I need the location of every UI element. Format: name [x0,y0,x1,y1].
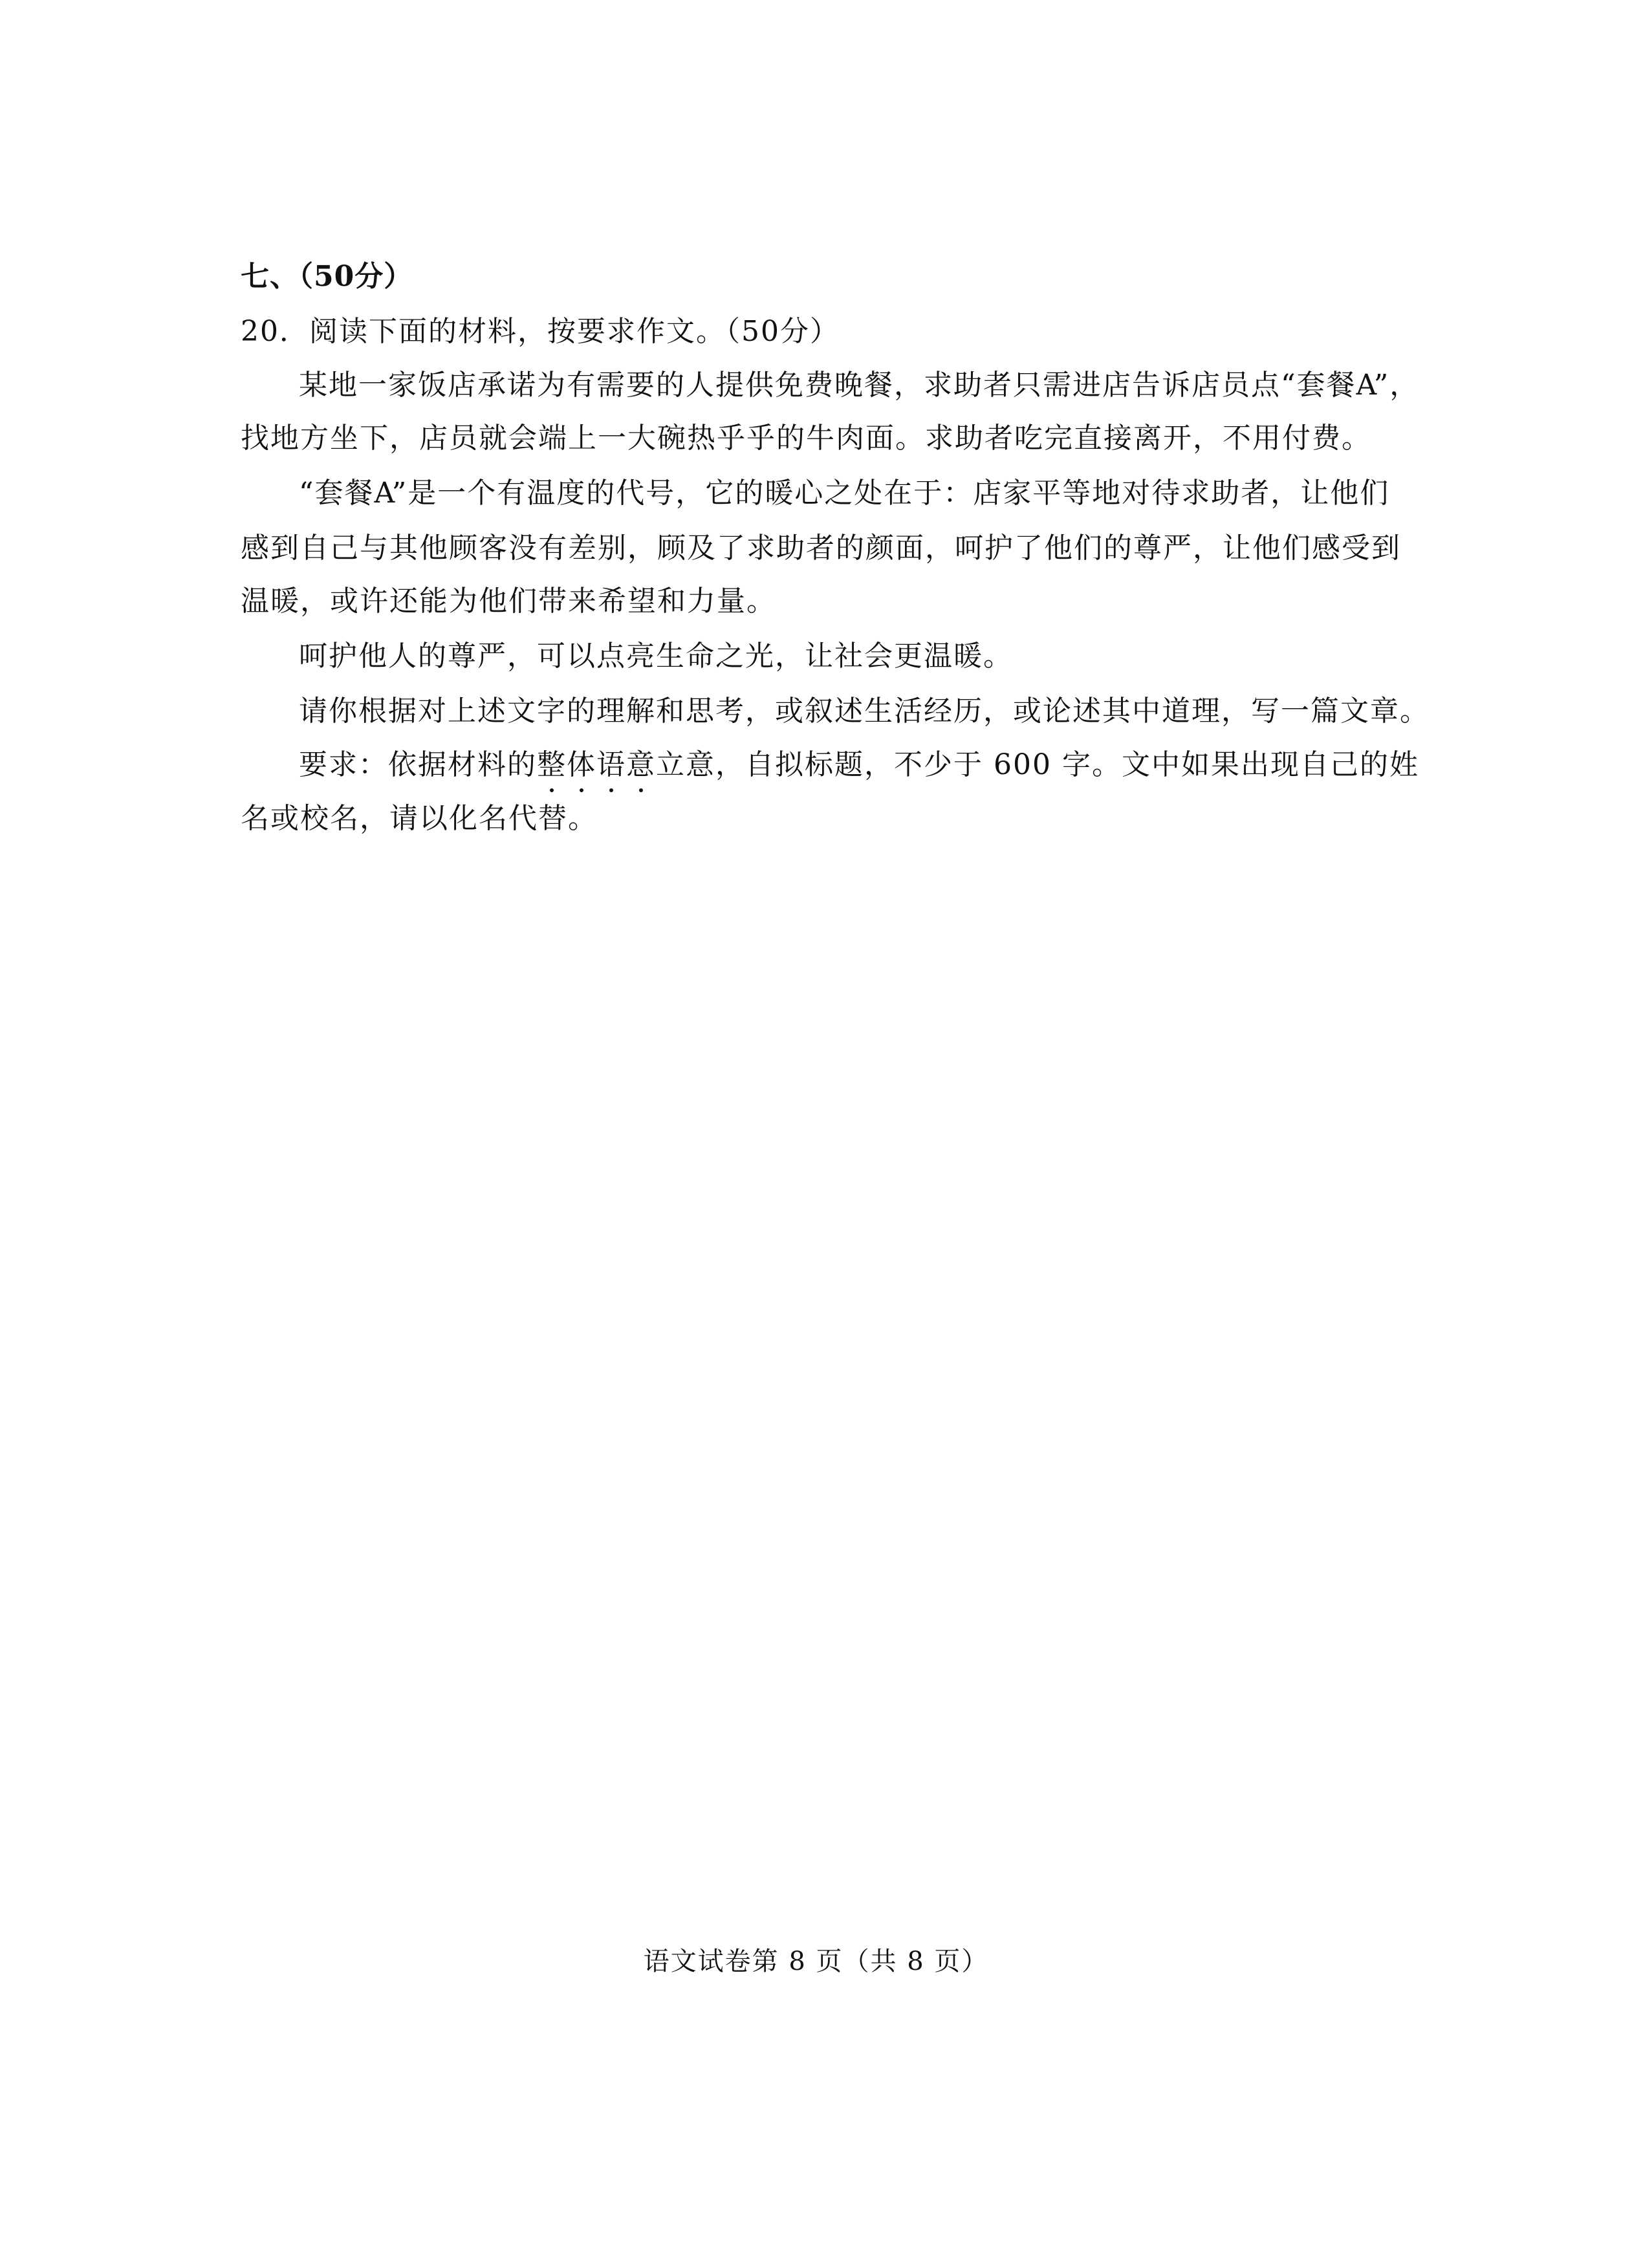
requirement-after: 立意，自拟标题，不少于 600 字。文中如果出现自己的姓 [656,748,1419,781]
requirement-line-1 [299,746,1419,784]
emphasis-char: 体 [567,746,596,784]
section-title: 七、（50分） [241,260,413,293]
material-line-6: 呵护他人的尊严，可以点亮生命之光，让社会更温暖。 [299,640,1013,673]
requirement-line-2: 名或校名，请以化名代替。 [241,802,598,835]
prompt-line: 请你根据对上述文字的理解和思考，或叙述生活经历，或论述其中道理，写一篇文章。 [299,695,1430,728]
material-line-4: 感到自己与其他顾客没有差别，顾及了求助者的颜面，呵护了他们的尊严，让他们感受到 [241,532,1401,565]
material-line-5: 温暖，或许还能为他们带来希望和力量。 [241,585,776,618]
material-line-3: “套餐A”是一个有温度的代号，它的暖心之处在于：店家平等地对待求助者，让他们 [299,477,1390,510]
material-line-1: 某地一家饭店承诺为有需要的人提供免费晚餐，求助者只需进店告诉店员点“套餐A”， [299,369,1420,402]
emphasis-char: 语 [596,746,626,784]
question-heading: 20．阅读下面的材料，按要求作文。（50分） [241,315,840,348]
requirement-before: 要求：依据材料的 [299,748,537,781]
material-line-2: 找地方坐下，店员就会端上一大碗热乎乎的牛肉面。求助者吃完直接离开，不用付费。 [241,422,1371,455]
emphasis-char: 整 [537,746,567,784]
emphasis-char: 意 [626,746,656,784]
requirement-emphasis [537,748,656,781]
page-footer: 语文试卷第 8 页（共 8 页） [643,1947,989,1976]
